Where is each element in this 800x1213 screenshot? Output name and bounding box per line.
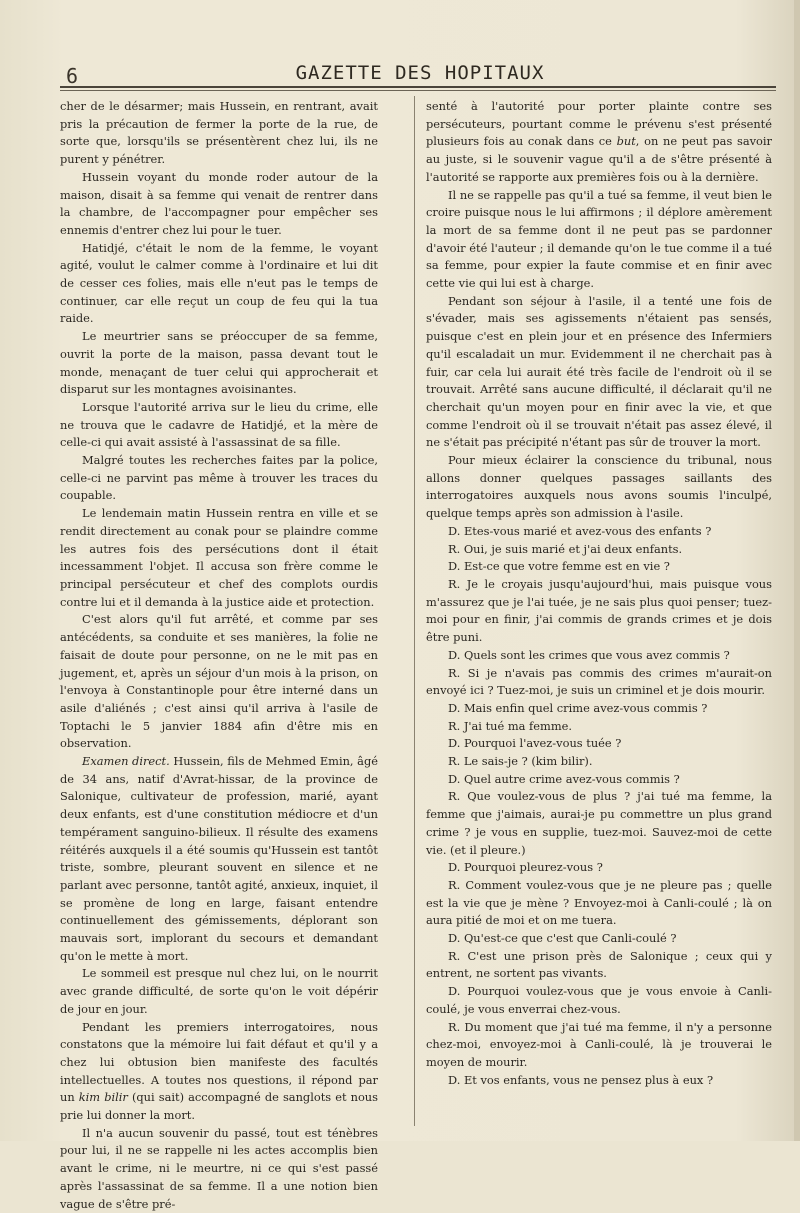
page-edge — [794, 0, 800, 1141]
paragraph: Le meurtrier sans se préoccuper de sa femme, ouvrit la porte de la maison, passa devant tout le monde, menaçant de tuer celui qui approcherait et disparut sur les montagnes avoisinantes. — [60, 329, 378, 397]
dialogue-line: D. Quel autre crime avez-vous commis ? — [448, 771, 680, 786]
paragraph: cher de le désarmer; mais Hussein, en rentrant, avait pris la précaution de fermer la porte de la rue, de sorte que, lorsqu'ils se présentèrent chez lui, ils ne purent y pénétrer. — [60, 99, 378, 167]
dialogue-line: D. Est-ce que votre femme est en vie ? — [448, 559, 670, 574]
paragraph: C'est alors qu'il fut arrêté, et comme par ses antécédents, sa conduite et ses manières, la folie ne faisait de doute pour personne, on ne le mit pas en jugement, et, après un séjour d'un mois à la prison, on l'envoya à Constantinople pour être interné dans un asile d'aliénés ; c'est ainsi qu'il arriva à l'asile de Toptachi le 5 janvier 1884 afin d'être mis en observation. — [60, 612, 378, 751]
dialogue-line: D. Et vos enfants, vous ne pensez plus à eux ? — [448, 1072, 714, 1087]
paragraph: Malgré toutes les recherches faites par la police, celle-ci ne parvint pas même à trouver les traces du coupable. — [60, 453, 378, 503]
paragraph: Il n'a aucun souvenir du passé, tout est ténèbres pour lui, il ne se rappelle ni les actes accomplis bien avant le crime, ni le meurtre, ni ce qui s'est passé après l'assassinat de sa femme. Il a une notion bien vague de s'être pré- — [60, 1125, 378, 1211]
dialogue-line: R. Du moment que j'ai tué ma femme, il n'y a personne chez-moi, envoyez-moi à Canli-coulé, là je trouverai le moyen de mourir. — [426, 1019, 772, 1069]
paragraph: Pendant son séjour à l'asile, il a tenté une fois de s'évader, mais ses agissements n'étaient pas sensés, puisque c'est en plein jour et en présence des Infermiers qu'il escaladait un mur. Evidemment il ne cherchait pas à fuir, car cela lui aurait été très facile de l'endroit où il se trouvait. Arrêté sans aucune difficulté, il déclarait qu'il ne cherchait qu'un moyen pour en finir avec la vie, et que comme l'endroit où il se trouvait n'était pas assez élevé, il ne s'était pas précipité n'étant pas sûr de trouver la mort. — [426, 293, 772, 450]
column-divider — [414, 96, 415, 1126]
paragraph-but — [426, 98, 772, 187]
dialogue-line: D. Mais enfin quel crime avez-vous commis ? — [448, 700, 708, 715]
exam-text: Hussein, fils de Mehmed Emin, âgé de 34 ans, natif d'Avrat-hissar, de la province de Salonique, cultivateur de profession, marié, ayant deux enfants, est d'une constitution médiocre et d'un tempérament sanguino-bilieux. Il résulte des examens réitérés auxquels il a été soumis qu'Hussein est tantôt triste, sombre, pleurant souvent en silence et ne parlant avec personne, tantôt agité, anxieux, inquiet, il se promène de long en large, faisant entendre continuellement des gémissements, déplorant son mauvais sort, implorant du secours et demandant qu'on le mette à mort. — [60, 754, 378, 963]
paragraph-text: Pendant les premiers interrogatoires, nous constatons que la mémoire lui fait défaut et qu'il y a chez lui obtusion bien manifeste des facultés intellectuelles. A toutes nos questions, il répond par un — [60, 1019, 378, 1105]
dialogue-line: D. Pourquoi l'avez-vous tuée ? — [448, 736, 622, 751]
kim-bilir-term: kim bilir — [78, 1090, 128, 1105]
dialogue-line: D. Pourquoi voulez-vous que je vous envoie à Canli-coulé, je vous enverrai chez-vous. — [426, 984, 772, 1016]
dialogue-line: D. Pourquoi pleurez-vous ? — [448, 860, 603, 875]
paragraph: Hussein voyant du monde roder autour de la maison, disait à sa femme qui venait de rentrer dans la chambre, de l'accompagner pour empêcher ses ennemis d'entrer chez lui pour le tuer. — [60, 169, 378, 237]
paragraph-text: senté à l'autorité pour porter plainte contre ses persécuteurs, pourtant comme le prévenu s'est présenté plusieurs fois au conak dans ce — [426, 99, 772, 149]
dialogue-line: R. C'est une prison près de Salonique ; ceux qui y entrent, ne sortent pas vivants. — [426, 948, 772, 981]
dialogue-line: R. Le sais-je ? (kim bilir). — [448, 754, 593, 769]
dialogue-line: R. Comment voulez-vous que je ne pleure pas ; quelle est la vie que je mène ? Envoyez-moi à Canli-coulé ; là on aura pitié de moi et on me tuera. — [426, 877, 772, 928]
exam-label: Examen direct. — [82, 754, 170, 769]
dialogue-line: R. Si je n'avais pas commis des crimes m'aurait-on envoyé ici ? Tuez-moi, je suis un criminel et je dois mourir. — [426, 665, 772, 698]
dialogue-line: D. Qu'est-ce que c'est que Canli-coulé ? — [448, 931, 677, 946]
paragraph-text: , on ne peut pas savoir au juste, si le souvenir vague qu'il a de s'être présenté à l'autorité se rapporte aux premières fois ou à la dernière. — [426, 134, 772, 184]
paragraph: Le sommeil est presque nul chez lui, on le nourrit avec grande difficulté, de sorte qu'on le voit dépérir de jour en jour. — [60, 966, 378, 1016]
right-column — [426, 98, 772, 1089]
dialogue-line: R. Que voulez-vous de plus ? j'ai tué ma femme, la femme que j'aimais, aurai-je pu commettre un plus grand crime ? je vous en supplie, tuez-moi. Sauvez-moi de cette vie. (et il pleure.) — [426, 789, 772, 857]
page-number: 6 — [66, 64, 79, 88]
dialogue-line: D. Quels sont les crimes que vous avez commis ? — [448, 647, 730, 662]
dialogue-line: R. Oui, je suis marié et j'ai deux enfants. — [448, 541, 683, 556]
header-rule-thin — [60, 90, 776, 91]
journal-title: GAZETTE DES HOPITAUX — [295, 62, 545, 84]
paragraph: Il ne se rappelle pas qu'il a tué sa femme, il veut bien le croire puisque nous le lui affirmons ; il déplore amèrement la mort de sa femme dont il ne peut pas se pardonner d'avoir été l'auteur ; il demande qu'on le tue comme il a tué sa femme, pour expier la faute commise et en finir avec cette vie qui lui est à charge. — [426, 187, 772, 291]
paragraph: Hatidjé, c'était le nom de la femme, le voyant agité, voulut le calmer comme à l'ordinaire et lui dit de cesser ces folies, mais elle n'eut pas le temps de continuer, car elle reçut un coup de feu qui la tua raide. — [60, 240, 378, 326]
paragraph-exam — [60, 753, 378, 965]
left-column — [60, 98, 378, 1213]
paragraph-text: (qui sait) accompagné de sanglots et nous prie lui donner la mort. — [60, 1090, 378, 1123]
header-rule — [60, 86, 776, 88]
paragraph: Lorsque l'autorité arriva sur le lieu du crime, elle ne trouva que le cadavre de Hatidjé, et la mère de celle-ci qui avait assisté à l'assassinat de sa fille. — [60, 399, 378, 450]
but-word: but — [616, 134, 636, 149]
dialogue-line: R. Je le croyais jusqu'aujourd'hui, mais puisque vous m'assurez que je l'ai tuée, je ne sais plus quoi penser; tuez-moi pour en finir, j'ai commis de grands crimes et je dois être puni. — [426, 576, 772, 645]
paragraph-kim-bilir — [60, 1019, 378, 1125]
paragraph: Le lendemain matin Hussein rentra en ville et se rendit directement au conak pour se plaindre comme les autres fois des persécutions dont il était incessamment l'objet. Il accusa son frère comme le principal persécuteur et chef des complots ourdis contre lui et il demanda à la justice aide et protection. — [60, 506, 378, 609]
dialogue-line: R. J'ai tué ma femme. — [448, 718, 572, 733]
paragraph: Pour mieux éclairer la conscience du tribunal, nous allons donner quelques passages saillants des interrogatoires auxquels nous avons soumis l'inculpé, quelque temps après son admission à l'asile. — [426, 453, 772, 521]
dialogue-line: D. Etes-vous marié et avez-vous des enfants ? — [448, 523, 712, 538]
